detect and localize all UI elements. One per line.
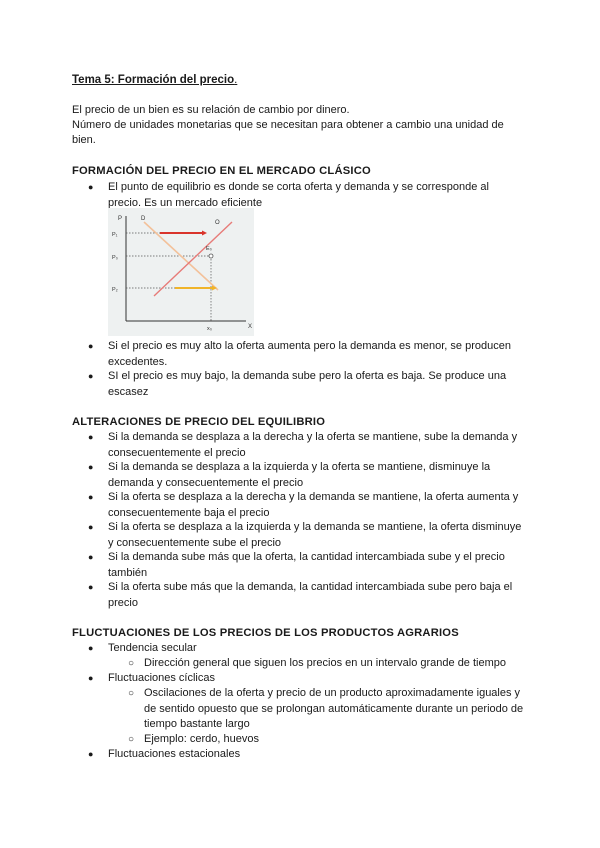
bullet-icon: ● — [88, 371, 94, 381]
list-item — [88, 490, 528, 521]
circle-bullet-icon: ○ — [128, 688, 135, 699]
sub-list-item-line: de sentido opuesto que se prolongan automáticamente durante un periodo de — [144, 702, 524, 715]
list-item — [88, 550, 528, 581]
circle-bullet-icon: ○ — [128, 658, 135, 669]
sub-list-item — [128, 732, 528, 748]
price-label-p1: P₁ — [112, 232, 118, 238]
list-item-line: también — [108, 566, 148, 579]
price-label-p2: P₂ — [112, 287, 118, 293]
list-item — [88, 671, 528, 687]
list-item — [88, 339, 528, 370]
list-item-line: Si el precio es muy alto la oferta aumenta pero la demanda es menor, se producen — [108, 340, 511, 352]
list-item-line: Fluctuaciones cíclicas — [108, 672, 215, 684]
list-item-line: consecuentemente el precio — [108, 446, 246, 459]
list-item — [88, 460, 528, 491]
list-item — [88, 580, 528, 611]
list-item — [88, 520, 528, 551]
list-item — [88, 747, 528, 763]
sub-list-item — [128, 656, 528, 672]
sub-list-item-line: Ejemplo: cerdo, huevos — [144, 733, 259, 745]
supply-demand-diagram — [108, 208, 254, 336]
section-heading-mercado-clasico: FORMACIÓN DEL PRECIO EN EL MERCADO CLÁSICO — [72, 165, 371, 177]
list-item — [88, 369, 528, 400]
surplus-arrow-icon — [202, 231, 207, 236]
equilibrium-label: E₀ — [206, 246, 212, 252]
document-title — [72, 74, 237, 86]
list-item-line: El punto de equilibrio es donde se corta oferta y demanda y se corresponde al — [108, 181, 489, 193]
equilibrium-point — [209, 254, 213, 258]
intro-line-2: Número de unidades monetarias que se necesitan para obtener a cambio una unidad de — [72, 119, 504, 131]
supply-label: O — [215, 220, 220, 226]
list-item-line: Si la oferta se desplaza a la izquierda y la demanda se mantiene, la oferta disminuye — [108, 521, 522, 533]
bullet-icon: ● — [88, 643, 94, 653]
intro-line-1: El precio de un bien es su relación de cambio por dinero. — [72, 104, 350, 116]
list-item-line: Si la demanda sube más que la oferta, la cantidad intercambiada sube y el precio — [108, 551, 505, 563]
list-item-line: Si la oferta sube más que la demanda, la cantidad intercambiada sube pero baja el — [108, 581, 513, 593]
title-text: Tema 5: Formación del precio — [72, 74, 235, 86]
quantity-label-x0: x₀ — [207, 326, 213, 332]
bullet-icon: ● — [88, 462, 94, 472]
sub-list-item-line: tiempo bastante largo — [144, 718, 250, 730]
list-item-line: SI el precio es muy bajo, la demanda sube pero la oferta es baja. Se produce una — [108, 370, 507, 382]
list-item-line: excedentes. — [108, 355, 168, 368]
list-item-line: Tendencia secular — [108, 642, 197, 654]
list-item — [88, 430, 528, 461]
axis-label-x: X — [248, 324, 253, 330]
list-item-line: Fluctuaciones estacionales — [108, 748, 241, 760]
list-item-line: escasez — [108, 385, 149, 398]
bullet-icon: ● — [88, 341, 94, 351]
bullet-icon: ● — [88, 492, 94, 502]
sub-list-item — [128, 686, 528, 733]
intro-line-3: bien. — [72, 134, 96, 146]
list-item — [88, 180, 528, 211]
bullet-icon: ● — [88, 432, 94, 442]
supply-demand-chart — [108, 208, 254, 336]
list-item-line: precio — [108, 596, 138, 609]
axis-label-p: P — [118, 216, 123, 222]
list-item-line: demanda y consecuentemente el precio — [108, 476, 304, 489]
bullet-icon: ● — [88, 673, 94, 683]
bullet-icon: ● — [88, 582, 94, 592]
bullet-icon: ● — [88, 552, 94, 562]
bullet-icon: ● — [88, 522, 94, 532]
sub-list-item-line: Dirección general que siguen los precios en un intervalo grande de tiempo — [144, 657, 507, 669]
list-item-line: precio. Es un mercado eficiente — [108, 196, 263, 209]
sub-list-item-line: Oscilaciones de la oferta y precio de un producto aproximadamente iguales y — [144, 687, 521, 699]
list-item-line: Si la oferta se desplaza a la derecha y la demanda se mantiene, la oferta aumenta y — [108, 491, 519, 503]
list-item-line: y consecuentemente sube el precio — [108, 536, 282, 549]
title-suffix: . — [234, 74, 238, 86]
circle-bullet-icon: ○ — [128, 734, 135, 745]
list-item-line: Si la demanda se desplaza a la derecha y la oferta se mantiene, sube la demanda y — [108, 431, 518, 443]
section-heading-fluctuaciones: FLUCTUACIONES DE LOS PRECIOS DE LOS PRODUCTOS AGRARIOS — [72, 627, 459, 639]
price-label-p0: P₀ — [112, 255, 118, 261]
demand-label: D — [141, 216, 146, 222]
list-item-line: Si la demanda se desplaza a la izquierda y la oferta se mantiene, disminuye la — [108, 461, 491, 473]
list-item-line: consecuentemente baja el precio — [108, 506, 270, 519]
bullet-icon: ● — [88, 749, 94, 759]
list-item — [88, 641, 528, 657]
bullet-icon: ● — [88, 182, 94, 192]
section-heading-alteraciones: ALTERACIONES DE PRECIO DEL EQUILIBRIO — [72, 416, 326, 428]
